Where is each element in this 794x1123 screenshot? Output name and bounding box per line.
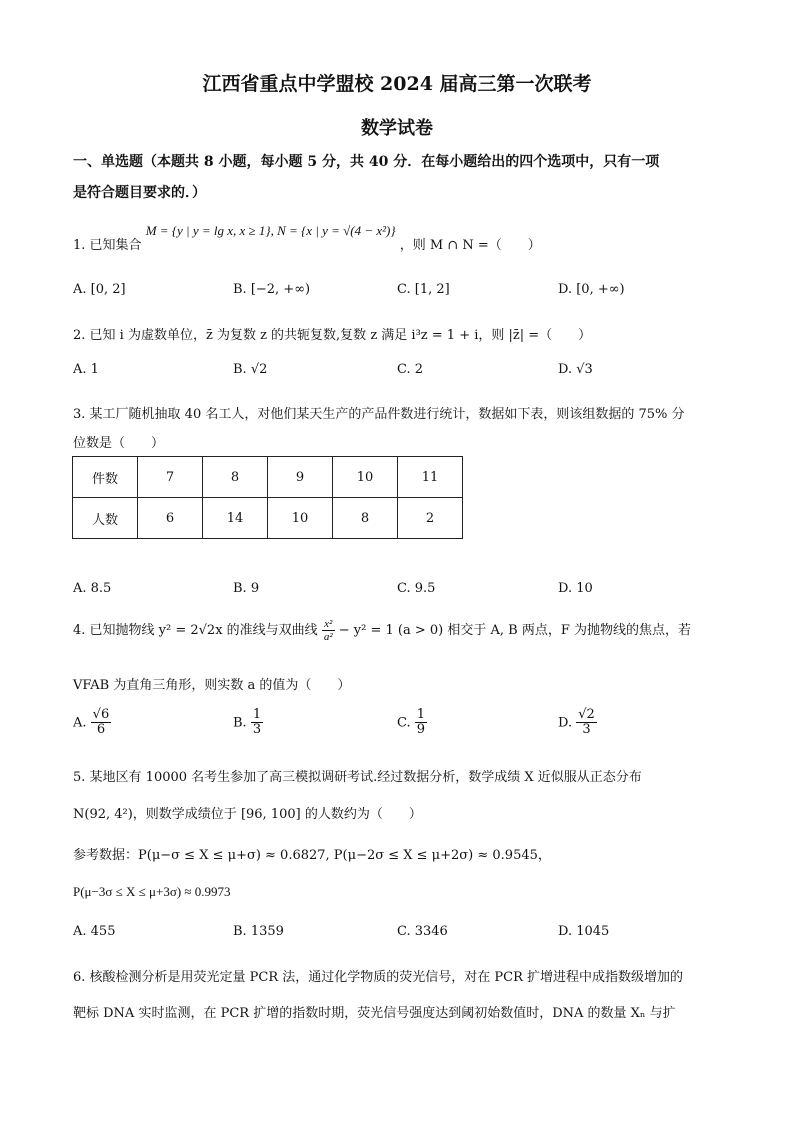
question-4-line2: VFAB 为直角三角形，则实数 a 的值为（ ） (73, 678, 351, 693)
q3-option-b: B. 9 (233, 581, 260, 596)
table-cell: 件数 (73, 457, 138, 498)
q1-option-b: B. [−2, +∞) (233, 282, 311, 297)
table-row (73, 457, 463, 498)
q5-option-a: A. 455 (73, 924, 116, 939)
q5-option-c: C. 3346 (397, 924, 448, 939)
q4-option-c-num: 1 (416, 707, 426, 722)
q4-option-c-den: 9 (416, 722, 426, 738)
table-cell: 10 (268, 498, 333, 539)
table-row (73, 498, 463, 539)
q4-option-a (73, 708, 111, 738)
q4-option-d-den: 3 (582, 722, 591, 738)
q4-hyperbola-fraction (322, 618, 335, 643)
question-5-reference-1: 参考数据：P(μ−σ ≤ X ≤ μ+σ) ≈ 0.6827, P(μ−2σ ≤ X ≤ μ+2σ) ≈ 0.9545， (73, 848, 551, 863)
question-2: 2. 已知 i 为虚数单位，z̄ 为复数 z 的共轭复数,复数 z 满足 i³z = 1 + i，则 |z̄| =（ ） (73, 328, 592, 343)
q5-option-b: B. 1359 (233, 924, 284, 939)
q4-line1a: 4. 已知抛物线 y² = 2√2x 的准线与双曲线 (73, 623, 318, 639)
q2-option-c: C. 2 (397, 362, 424, 377)
table-cell: 8 (203, 457, 268, 498)
paper-subtitle: 数学试卷 (361, 118, 433, 139)
q5-option-d: D. 1045 (558, 924, 610, 939)
q3-option-c: C. 9.5 (397, 581, 436, 596)
q3-data-table (72, 456, 463, 539)
q4-option-a-label: A. (73, 715, 87, 731)
paper-title: 江西省重点中学盟校 2024 届高三第一次联考 (202, 73, 592, 95)
question-3-line1: 3. 某工厂随机抽取 40 名工人，对他们某天生产的产品件数进行统计，数据如下表，则该组数据的 75% 分 (73, 407, 685, 422)
q4-option-b-fraction (251, 708, 263, 738)
q1-prefix: 1. 已知集合 (73, 238, 142, 253)
q1-formula: M = {y | y = lg x, x ≥ 1}, N = {x | y = √(4 − x²)} (145, 223, 396, 238)
table-cell: 11 (398, 457, 463, 498)
question-5-line2: N(92, 4²)，则数学成绩位于 [96, 100] 的人数约为（ ） (73, 807, 422, 822)
table-cell: 10 (333, 457, 398, 498)
q4-option-c-fraction (415, 708, 427, 738)
q4-option-b (233, 708, 263, 738)
question-4-line1 (73, 618, 691, 643)
q4-option-b-num: 1 (252, 707, 262, 722)
q3-option-a: A. 8.5 (73, 581, 112, 596)
question-1 (73, 223, 541, 253)
table-cell: 9 (268, 457, 333, 498)
q4-option-d-num: √2 (578, 707, 595, 722)
q2-option-b: B. √2 (233, 362, 268, 377)
question-5-reference-2: P(μ−3σ ≤ X ≤ μ+3σ) ≈ 0.9973 (73, 884, 231, 899)
table-cell: 14 (203, 498, 268, 539)
table-cell: 7 (138, 457, 203, 498)
q2-option-a: A. 1 (73, 362, 99, 377)
q1-suffix: ，则 M ∩ N =（ ） (399, 238, 541, 253)
table-cell: 人数 (73, 498, 138, 539)
q4-option-a-den: 6 (96, 722, 106, 738)
table-cell: 2 (398, 498, 463, 539)
q1-option-a: A. [0, 2] (73, 282, 126, 297)
question-6-line2: 靶标 DNA 实时监测，在 PCR 扩增的指数时期，荧光信号强度达到阈初始数值时，DNA 的数量 Xₙ 与扩 (73, 1006, 676, 1021)
q4-option-d-fraction (576, 708, 597, 738)
q4-frac-num: x² (322, 618, 335, 631)
q3-option-d: D. 10 (558, 581, 593, 596)
q1-option-c: C. [1, 2] (397, 282, 450, 297)
q4-option-a-num: √6 (92, 707, 110, 722)
q4-option-c (397, 708, 427, 738)
q4-option-d (558, 708, 597, 738)
q4-option-a-fraction (91, 708, 112, 738)
q4-option-b-den: 3 (252, 722, 262, 738)
section-heading-line2: 是符合题目要求的．） (73, 185, 206, 201)
q4-line1b: − y² = 1 (a > 0) 相交于 A, B 两点，F 为抛物线的焦点，若 (338, 623, 691, 639)
q2-option-d: D. √3 (558, 362, 593, 377)
q4-frac-den: a² (323, 631, 333, 644)
q4-option-d-label: D. (558, 715, 573, 731)
question-6-line1: 6. 核酸检测分析是用荧光定量 PCR 法，通过化学物质的荧光信号，对在 PCR 扩增进程中成指数级增加的 (73, 970, 684, 985)
q4-option-c-label: C. (397, 715, 411, 731)
question-3-line2: 位数是（ ） (73, 436, 165, 451)
table-cell: 6 (138, 498, 203, 539)
q4-option-b-label: B. (233, 715, 247, 731)
table-cell: 8 (333, 498, 398, 539)
q1-option-d: D. [0, +∞) (558, 282, 625, 297)
question-5-line1: 5. 某地区有 10000 名考生参加了高三模拟调研考试.经过数据分析，数学成绩 X 近似服从正态分布 (73, 770, 642, 785)
section-heading-line1: 一、单选题（本题共 8 小题，每小题 5 分，共 40 分．在每小题给出的四个选项中，只有一项 (73, 154, 660, 170)
